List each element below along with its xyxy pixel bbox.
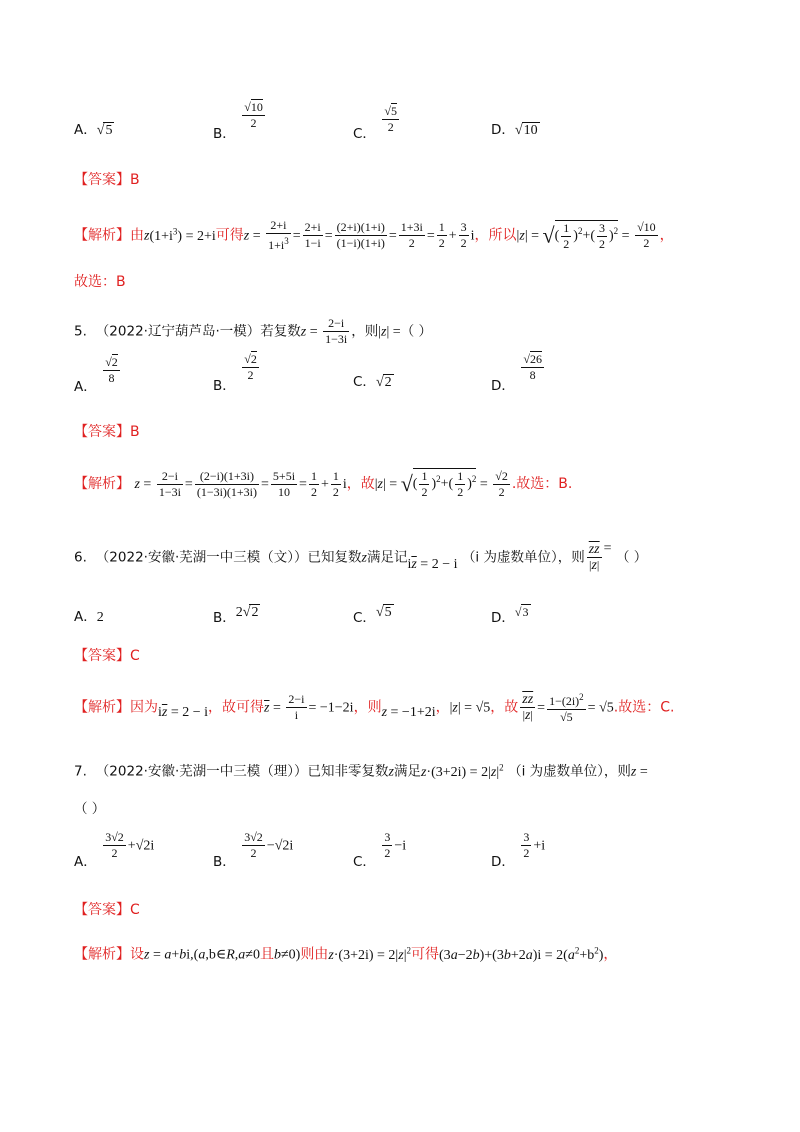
q4-option-d: D．√10 (491, 122, 538, 138)
q5-option-a: A． $\frac{√2}{8}$ (74, 355, 118, 395)
q4-condition-formula: z (144, 228, 150, 244)
q5-analysis: 【解析】 z = $\frac{2-i}{1-3i}$ = $\frac{(2-i)(1+3i)}{(1-3i)(1+3i)}$ = $\frac{5+5i}{10}$ = $\frac{1}{2}$ + $\frac{1}{2}$ i，故|z| = √( $\frac{1}{2}$ )$^2$+( $\frac{1}{2}$ )$^2$ = $\frac{√2}{2}$ .故选：B. (74, 468, 573, 499)
q4-option-b: B． $\frac{√10}{2}$ (213, 100, 263, 142)
q5-option-c: C．√2 (353, 374, 392, 390)
q7-stem: 7. （2022·安徽·芜湖一中三模（理））已知非零复数z满足$z\cdot(3+2i) = 2|z|^2$ （i 为虚数单位），则z = (74, 762, 648, 780)
q7-option-a: A． $\frac{3√2}{2}$ +√2i (74, 830, 155, 870)
q7-answer: 【答案】C (74, 902, 140, 918)
q4-option-c: C． $\frac{√5}{2}$ (353, 104, 397, 142)
q6-analysis: 【解析】因为$i\overline{z} = 2 - i$，故可得$\overline{z}$ = $\frac{2-i}{i}$ = −1−2i，则z = −1+2i，|z| = √5，故 $\frac{\overline{zz}}{|z|}$ = $\frac{1-(2i)^2}{√5}$ = √5.故选：C. (74, 692, 675, 724)
q6-option-d: D．√3 (491, 605, 529, 626)
q5-option-d: D． $\frac{√26}{8}$ (491, 352, 542, 394)
q6-option-a: A．2 (74, 609, 104, 625)
q7-option-d: D． $\frac{3}{2}$ +i (491, 830, 546, 870)
q4-analysis: 【解析】由$z(1+i^3) = 2+i$可得z = $\frac{2+i}{1+i^3}$ = $\frac{2+i}{1-i}$ = $\frac{(2+i)(1+i)}{(1-i)(1+i)}$ = $\frac{1+3i}{2}$ = $\frac{1}{2}$ + $\frac{3}{2}$ i，所以|z| = √( $\frac{1}{2}$ )$^2$+( $\frac{3}{2}$ )$^2$ = $\frac{√10}{2}$ ， (74, 218, 674, 252)
q4-answer: 【答案】B (74, 172, 140, 188)
q6-option-b: B．2√2 (213, 604, 259, 626)
q5-answer: 【答案】B (74, 424, 140, 440)
q7-blank: （ ） (74, 801, 106, 817)
q7-option-b: B． $\frac{3√2}{2}$ −√2i (213, 830, 294, 870)
q7-analysis: 【解析】设z = a+bi,(a,b∈R,a≠0且b≠0)则由$z\cdot(3+2i) = 2|z|^2$可得$(3a-2b)+(3b+2a)i = 2(a^2+b^2)$， (74, 945, 618, 963)
q6-option-c: C．√5 (353, 604, 392, 626)
q4-option-a: A．√5 (74, 122, 113, 138)
q5-stem: 5. （2022·辽宁葫芦岛·一模）若复数z = $\frac{2-i}{1-3i}$ ，则|z| =（ ） (74, 316, 432, 346)
q6-answer: 【答案】C (74, 648, 140, 664)
q4-conclusion: 故选：B (74, 274, 126, 290)
q6-stem: 6. （2022·安徽·芜湖一中三模（文））已知复数z满足记$i\overline{z} = 2 - i$ （i 为虚数单位），则 $\frac{\overline{zz}}{|z|}$ = （ ） (74, 540, 648, 573)
q7-option-c: C． $\frac{3}{2}$ −i (353, 830, 407, 870)
q5-option-b: B． $\frac{√2}{2}$ (213, 352, 257, 394)
